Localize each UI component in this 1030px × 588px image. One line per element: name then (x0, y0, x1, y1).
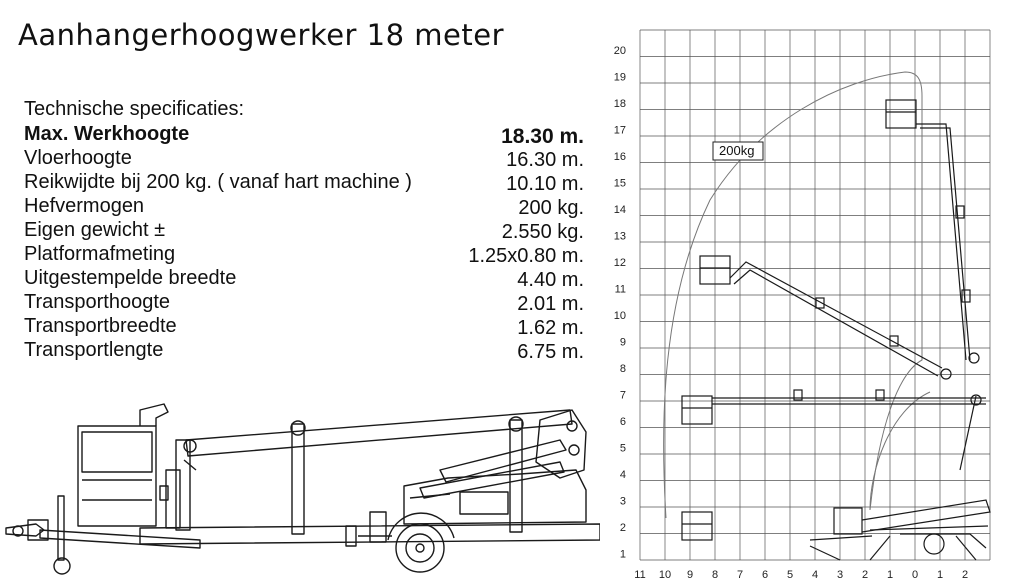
spec-label: Hefvermogen (24, 195, 145, 217)
spec-value: 4.40 m. (517, 269, 584, 291)
spec-label: Platformafmeting (24, 243, 176, 265)
y-tick-label: 9 (619, 336, 626, 349)
y-tick-label: 15 (613, 177, 626, 190)
spec-value: 10.10 m. (506, 173, 584, 195)
y-tick-label: 19 (613, 71, 626, 84)
x-tick-label: 4 (811, 569, 819, 581)
y-tick-label: 6 (619, 416, 626, 428)
y-tick-label: 3 (619, 495, 626, 508)
x-tick-label: 1 (886, 569, 894, 581)
spec-value: 2.550 kg. (501, 221, 584, 243)
spec-value: 1.25x0.80 m. (468, 245, 584, 267)
y-tick-label: 5 (619, 442, 626, 455)
y-tick-label: 17 (613, 124, 626, 137)
platform-position-top (886, 100, 916, 128)
x-tick-label: 9 (686, 569, 694, 581)
x-tick-label: 2 (861, 569, 869, 581)
tow-hitch (6, 524, 44, 536)
y-tick-label: 20 (613, 45, 626, 57)
spec-value: 2.01 m. (517, 293, 584, 315)
platform-position-middle (682, 396, 712, 424)
diagram-wheel (924, 534, 944, 554)
road-wheel (396, 524, 444, 572)
spec-label: Transporthoogte (24, 291, 171, 313)
support-post-left (292, 424, 304, 534)
capacity-label: 200kg (719, 143, 755, 158)
y-tick-label: 12 (613, 257, 626, 269)
jockey-wheel-stand (58, 496, 64, 560)
specs-heading: Technische specificaties: (24, 98, 245, 120)
y-tick-label: 18 (613, 98, 626, 110)
y-tick-label: 10 (613, 310, 626, 322)
x-tick-label: 2 (961, 569, 969, 581)
x-tick-label: 1 (936, 569, 944, 581)
spec-value: 1.62 m. (517, 317, 584, 339)
x-tick-label: 10 (658, 569, 672, 581)
y-tick-label: 11 (614, 283, 626, 296)
basket (78, 426, 156, 526)
spec-label: Transportbreedte (24, 315, 177, 337)
platform-position-low (682, 512, 712, 540)
x-tick-label: 5 (786, 569, 794, 581)
spec-label: Eigen gewicht ± (24, 219, 166, 241)
y-tick-label: 2 (619, 522, 626, 534)
y-tick-label: 14 (613, 204, 626, 216)
spec-value: 200 kg. (518, 197, 584, 219)
spec-value: 16.30 m. (506, 149, 584, 171)
platform-transport (834, 508, 862, 534)
spec-label: Max. Werkhoogte (24, 123, 190, 145)
y-tick-label: 16 (613, 151, 626, 163)
spec-value: 6.75 m. (517, 341, 584, 363)
y-tick-label: 7 (619, 389, 626, 402)
page-title: Aanhangerhoogwerker 18 meter (18, 18, 505, 52)
y-tick-label: 13 (613, 230, 626, 243)
x-tick-label: 6 (761, 569, 769, 581)
x-tick-label: 0 (911, 569, 919, 581)
x-tick-label: 3 (836, 569, 844, 581)
x-tick-label: 7 (736, 569, 744, 581)
y-tick-label: 4 (619, 469, 626, 481)
y-tick-label: 1 (619, 548, 626, 561)
spec-label: Uitgestempelde breedte (24, 267, 237, 289)
support-post-right (510, 420, 522, 532)
x-tick-label: 11 (634, 569, 646, 581)
spec-label: Vloerhoogte (24, 147, 132, 169)
x-tick-label: 8 (711, 569, 719, 581)
spec-label: Reikwijdte bij 200 kg. ( vanaf hart machine ) (24, 171, 412, 193)
spec-value: 18.30 m. (501, 125, 584, 148)
working-range-diagram (600, 0, 1030, 588)
y-tick-label: 8 (619, 363, 626, 375)
outrigger-front (346, 526, 356, 546)
spec-label: Transportlengte (24, 339, 164, 361)
